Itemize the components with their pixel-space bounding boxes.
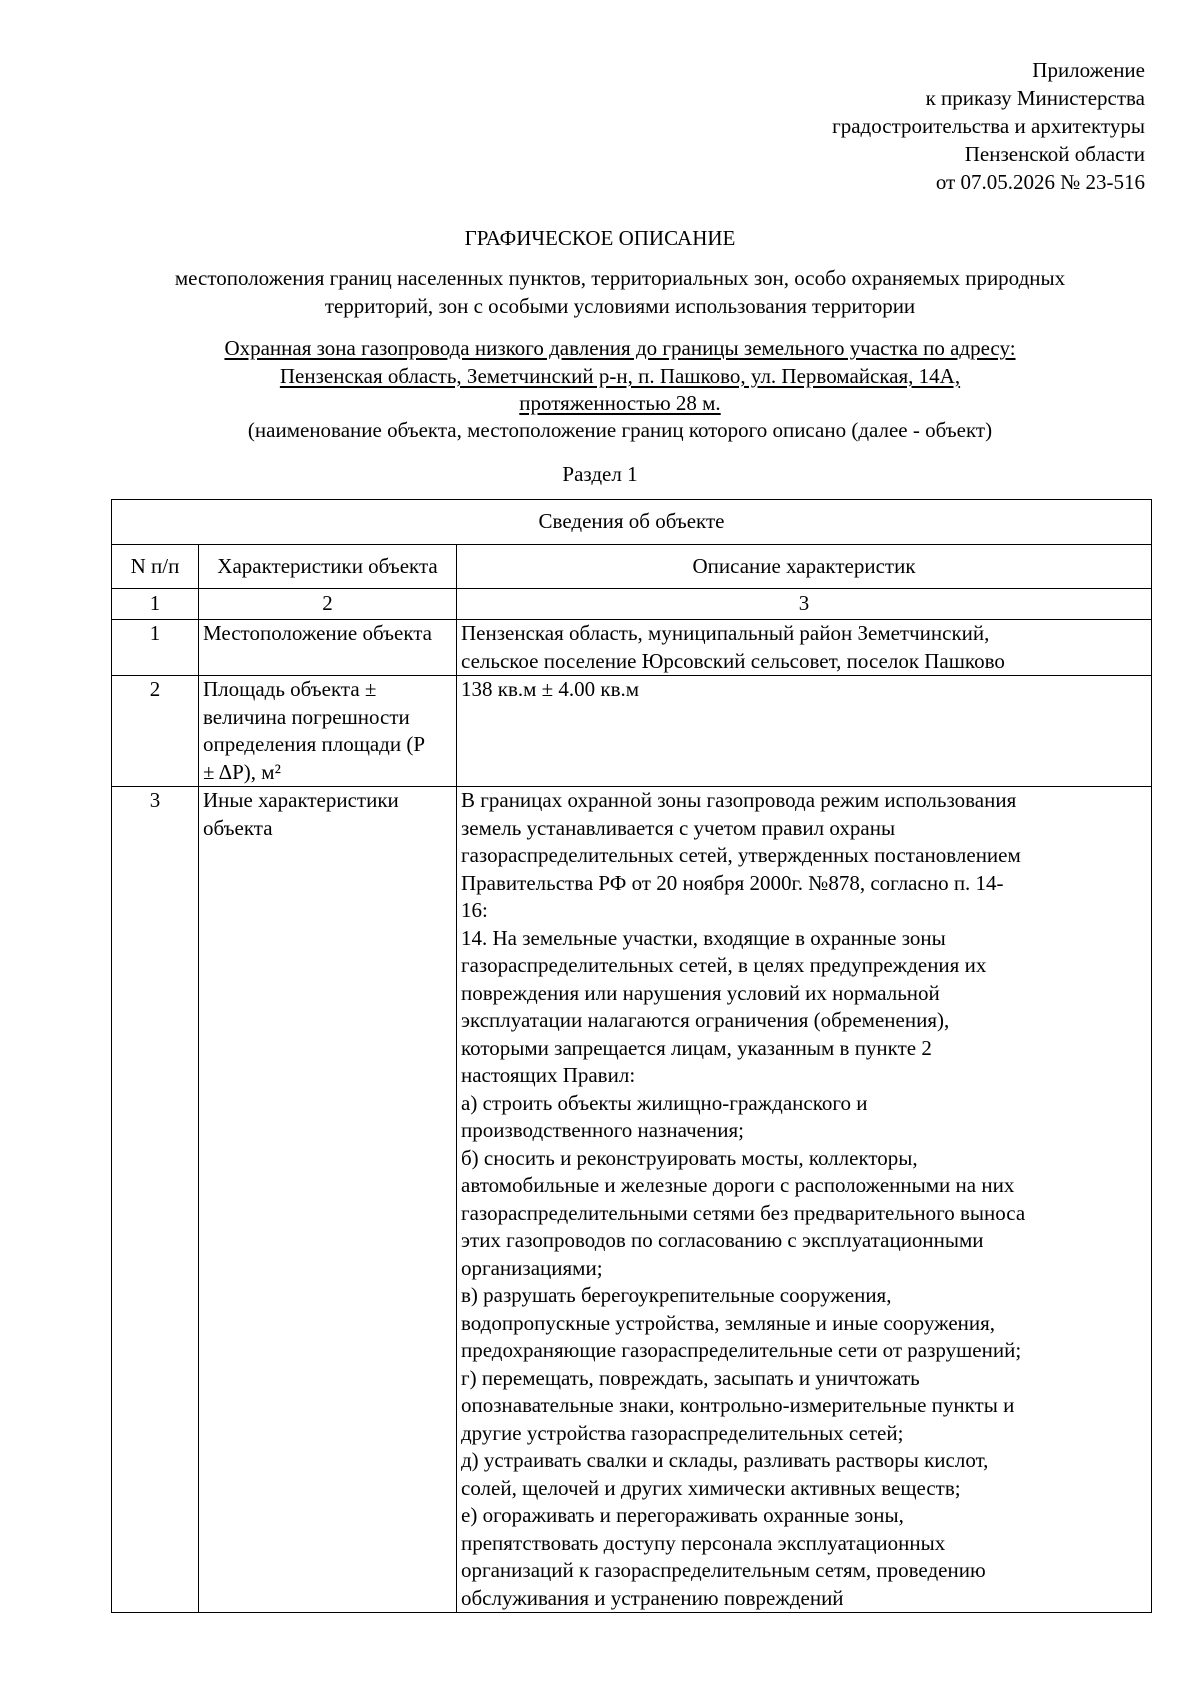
description-line: д) устраивать свалки и склады, разливать растворы кислот, — [461, 1448, 989, 1472]
description-line: 16: — [461, 898, 488, 922]
characteristic-line: объекта — [203, 815, 273, 840]
description-line: организациями; — [461, 1255, 603, 1280]
description-line: 138 кв.м ± 4.00 кв.м — [461, 677, 640, 701]
subtitle-line: местоположения границ населенных пунктов, территориальных зон, особо охраняемых природных — [174, 266, 1066, 290]
description-line: газораспределительных сетей, утвержденных постановлением — [461, 843, 1021, 867]
description-line: 14. На земельные участки, входящие в охранные зоны — [461, 925, 946, 950]
table-header-row — [112, 545, 1152, 589]
appendix-line: Пензенской области — [964, 142, 1145, 166]
description-line: настоящих Правил: — [461, 1063, 636, 1087]
characteristic-line: Иные характеристики — [203, 788, 399, 812]
characteristic-name — [199, 676, 457, 787]
description-line: обслуживания и устранению повреждений — [461, 1585, 844, 1610]
characteristic-line: определения площади (Р — [203, 732, 426, 756]
row-number: 2 — [112, 676, 199, 787]
description-line: газораспределительных сетей, в целях предупреждения их — [461, 953, 987, 977]
column-number: 1 — [112, 589, 199, 620]
characteristic-line: Местоположение объекта — [203, 621, 433, 645]
characteristic-name — [199, 787, 457, 1613]
table-column-numbers-row — [112, 589, 1152, 620]
table-row — [112, 787, 1152, 1613]
row-number: 1 — [112, 620, 199, 676]
object-caption: (наименование объекта, местоположение границ которого описано (далее - объект) — [247, 418, 993, 442]
description-line: этих газопроводов по согласованию с эксплуатационными — [461, 1228, 984, 1252]
description-line: Правительства РФ от 20 ноября 2000г. №878, согласно п. 14- — [461, 870, 1004, 895]
appendix-line: градостроительства и архитектуры — [832, 114, 1145, 138]
description-line: Пензенская область, муниципальный район Земетчинский, — [461, 621, 990, 645]
characteristic-line: Площадь объекта ± — [203, 677, 377, 701]
appendix-order-date: от 07.05.2026 № 23-516 — [935, 170, 1145, 194]
description-line: организаций к газораспределительным сетям, проведению — [461, 1558, 986, 1582]
column-number: 2 — [199, 589, 457, 620]
description-line: водопропускные устройства, земляные и иные сооружения, — [461, 1310, 996, 1335]
object-name-line: Пензенская область, Земетчинский р-н, п. Пашково, ул. Первомайская, 14А, — [279, 363, 961, 388]
appendix-line: Приложение — [1032, 58, 1145, 82]
description-line: повреждения или нарушения условий их нормальной — [461, 980, 940, 1005]
object-name-line: Охранная зона газопровода низкого давления до границы земельного участка по адресу: — [224, 336, 1016, 360]
description-line: эксплуатации налагаются ограничения (обременения), — [461, 1008, 950, 1032]
column-number: 3 — [457, 589, 1152, 620]
description-line: г) перемещать, повреждать, засыпать и уничтожать — [461, 1365, 920, 1390]
document-subtitle — [90, 264, 1150, 320]
column-header-characteristic: Характеристики объекта — [199, 545, 457, 589]
description-line: сельское поселение Юрсовский сельсовет, поселок Пашково — [461, 648, 1005, 673]
description-line: в) разрушать берегоукрепительные сооружения, — [461, 1283, 892, 1307]
description-line: опознавательные знаки, контрольно-измерительные пункты и — [461, 1393, 1015, 1417]
characteristic-description — [457, 676, 1152, 787]
table-title-row — [112, 500, 1152, 545]
description-line: препятствовать доступу персонала эксплуатационных — [461, 1530, 946, 1555]
table-row — [112, 620, 1152, 676]
description-line: В границах охранной зоны газопровода режим использования — [461, 788, 1017, 812]
description-line: а) строить объекты жилищно-гражданского и — [461, 1090, 868, 1115]
description-line: е) огораживать и перегораживать охранные зоны, — [461, 1503, 904, 1527]
description-line: другие устройства газораспределительных сетей; — [461, 1420, 904, 1445]
row-number: 3 — [112, 787, 199, 1613]
characteristic-description — [457, 620, 1152, 676]
description-line: газораспределительными сетями без предварительного выноса — [461, 1200, 1026, 1225]
column-header-number: N п/п — [112, 545, 199, 589]
appendix-block — [832, 56, 1145, 196]
object-name-line: протяженностью 28 м. — [519, 391, 721, 415]
characteristic-description — [457, 787, 1152, 1613]
table-row — [112, 676, 1152, 787]
section-label: Раздел 1 — [562, 462, 638, 486]
description-line: земель устанавливается с учетом правил охраны — [461, 815, 896, 840]
characteristic-line: величина погрешности — [203, 704, 410, 729]
description-line: предохраняющие газораспределительные сети от разрушений; — [461, 1338, 1022, 1362]
characteristic-line: ± ΔР), м² — [203, 759, 281, 784]
table-title: Сведения об объекте — [112, 500, 1152, 545]
subtitle-line: территорий, зон с особыми условиями использования территории — [324, 294, 916, 318]
description-line: производственного назначения; — [461, 1118, 744, 1142]
description-line: которыми запрещается лицам, указанным в пункте 2 — [461, 1035, 932, 1060]
description-line: автомобильные и железные дороги с расположенными на них — [461, 1173, 1015, 1197]
characteristic-name — [199, 620, 457, 676]
appendix-line: к приказу Министерства — [925, 86, 1145, 110]
description-line: б) сносить и реконструировать мосты, коллекторы, — [461, 1145, 918, 1170]
document-title: ГРАФИЧЕСКОЕ ОПИСАНИЕ — [464, 226, 736, 250]
object-info-table — [111, 499, 1152, 1613]
column-header-description: Описание характеристик — [457, 545, 1152, 589]
object-name — [90, 335, 1150, 418]
description-line: солей, щелочей и других химически активных веществ; — [461, 1475, 961, 1500]
